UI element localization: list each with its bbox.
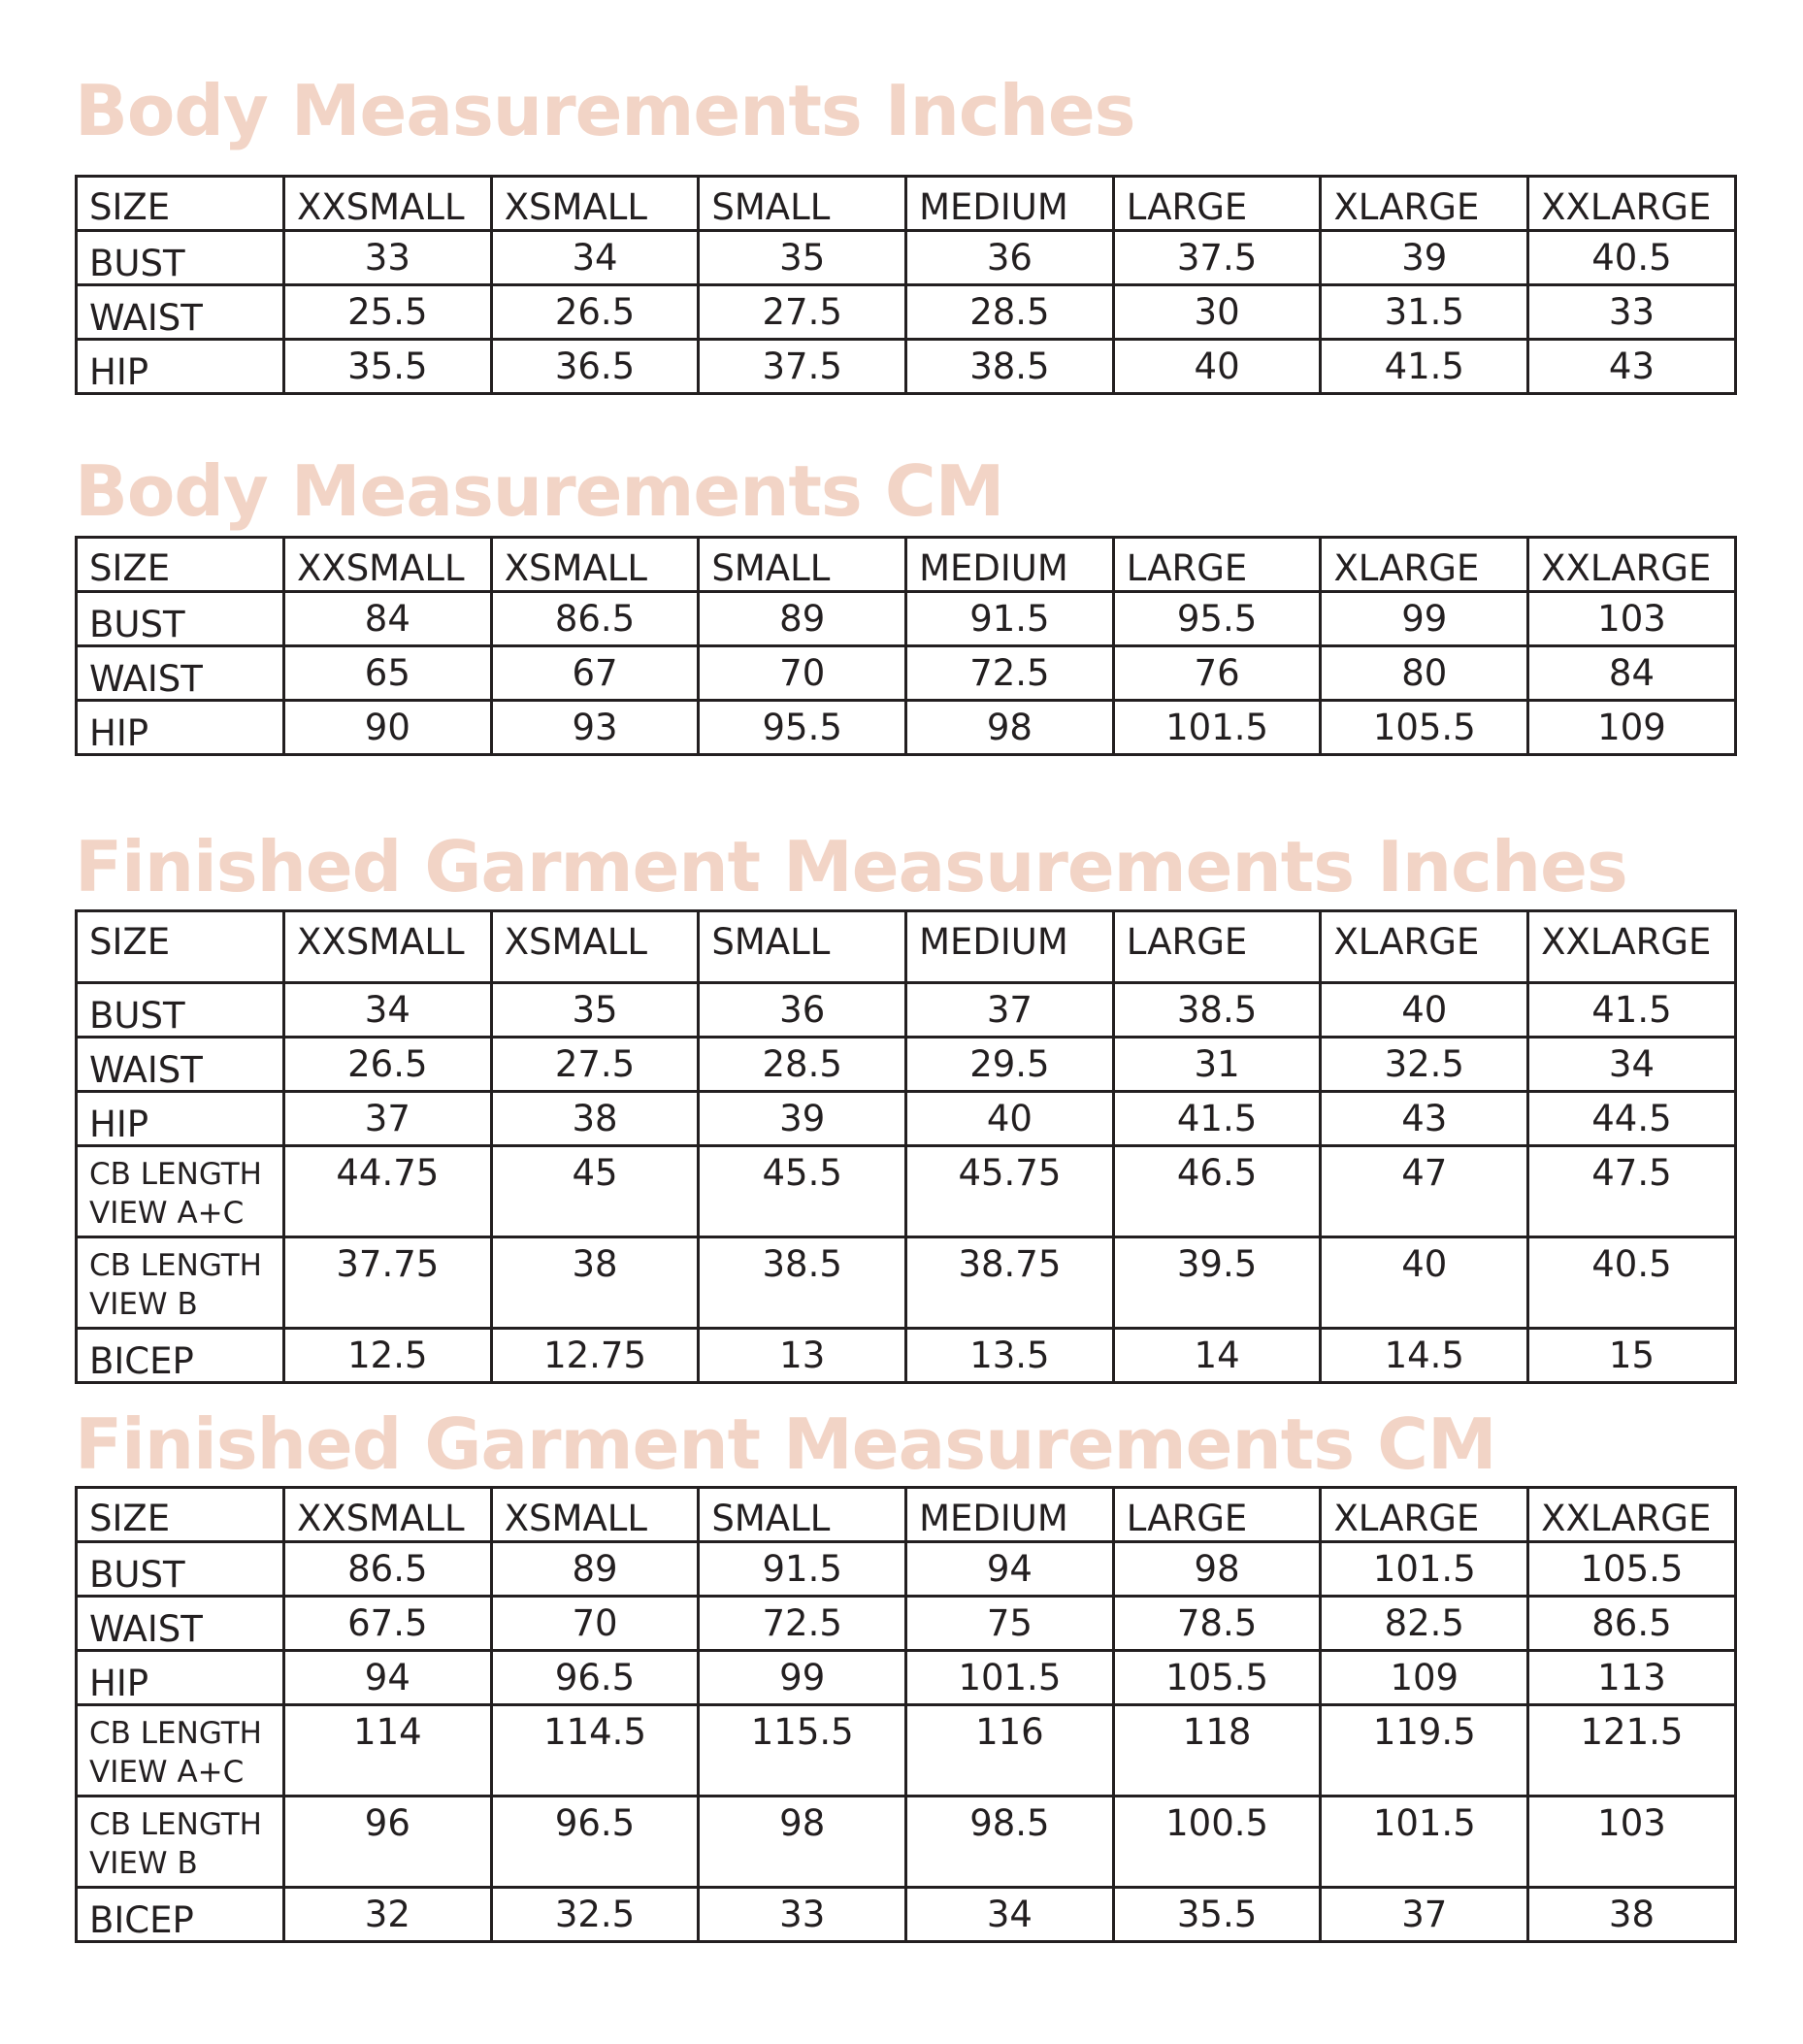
row-label xyxy=(77,1038,284,1092)
measurement-cell: 94 xyxy=(284,1651,492,1705)
row-label-line: BICEP xyxy=(89,1899,194,1941)
measurement-cell: 45.5 xyxy=(699,1146,906,1237)
size-column-header: XSMALL xyxy=(491,177,699,231)
measurement-cell: 37 xyxy=(1321,1888,1528,1942)
measurement-cell: 72.5 xyxy=(699,1597,906,1651)
measurement-cell: 26.5 xyxy=(284,1038,492,1092)
measurement-cell: 109 xyxy=(1321,1651,1528,1705)
measurement-cell: 39.5 xyxy=(1113,1237,1321,1329)
row-label-line: BICEP xyxy=(89,1340,194,1382)
size-column-header: XSMALL xyxy=(491,538,699,592)
measurement-cell: 103 xyxy=(1528,1797,1736,1888)
measurement-cell: 25.5 xyxy=(284,285,492,340)
measurement-cell: 45.75 xyxy=(906,1146,1114,1237)
measurement-cell: 44.5 xyxy=(1528,1092,1736,1146)
size-header-cell: SIZE xyxy=(77,1488,284,1542)
size-column-header: XXSMALL xyxy=(284,911,492,983)
row-label-line: WAIST xyxy=(89,297,203,339)
row-label-line: HIP xyxy=(89,351,149,393)
measurement-cell: 89 xyxy=(491,1542,699,1597)
measurement-cell: 119.5 xyxy=(1321,1705,1528,1797)
measurement-cell: 40.5 xyxy=(1528,231,1736,285)
size-column-header: XLARGE xyxy=(1321,1488,1528,1542)
row-label-line: HIP xyxy=(89,1104,149,1145)
measurement-cell: 36 xyxy=(699,983,906,1038)
measurement-cell: 33 xyxy=(284,231,492,285)
measurement-cell: 109 xyxy=(1528,701,1736,755)
table-row xyxy=(77,983,1736,1038)
measurement-cell: 40 xyxy=(1321,1237,1528,1329)
measurement-cell: 27.5 xyxy=(491,1038,699,1092)
measurement-cell: 37.5 xyxy=(699,340,906,394)
table-row xyxy=(77,701,1736,755)
table-row xyxy=(77,1146,1736,1237)
measurement-cell: 15 xyxy=(1528,1329,1736,1383)
measurement-cell: 93 xyxy=(491,701,699,755)
size-table xyxy=(75,536,1737,756)
measurement-cell: 32 xyxy=(284,1888,492,1942)
table-row xyxy=(77,646,1736,701)
table-header-row xyxy=(77,1488,1736,1542)
row-label xyxy=(77,1146,284,1237)
measurement-cell: 113 xyxy=(1528,1651,1736,1705)
measurement-cell: 70 xyxy=(699,646,906,701)
measurement-cell: 37 xyxy=(906,983,1114,1038)
measurement-cell: 84 xyxy=(284,592,492,646)
measurement-cell: 12.75 xyxy=(491,1329,699,1383)
size-column-header: SMALL xyxy=(699,911,906,983)
row-label xyxy=(77,1329,284,1383)
row-label-line: CB LENGTH xyxy=(89,1716,262,1751)
row-label xyxy=(77,1797,284,1888)
row-label xyxy=(77,285,284,340)
measurement-cell: 37 xyxy=(284,1092,492,1146)
measurement-cell: 13 xyxy=(699,1329,906,1383)
measurement-cell: 38 xyxy=(491,1237,699,1329)
row-label-line: CB LENGTH xyxy=(89,1157,262,1192)
row-label xyxy=(77,340,284,394)
row-label-line: WAIST xyxy=(89,1049,203,1091)
table-row xyxy=(77,592,1736,646)
size-column-header: LARGE xyxy=(1113,538,1321,592)
measurement-cell: 75 xyxy=(906,1597,1114,1651)
measurement-cell: 101.5 xyxy=(1321,1542,1528,1597)
row-label xyxy=(77,646,284,701)
table-row xyxy=(77,1092,1736,1146)
measurement-cell: 91.5 xyxy=(699,1542,906,1597)
measurement-cell: 114.5 xyxy=(491,1705,699,1797)
row-label-line: VIEW A+C xyxy=(89,1196,245,1231)
measurement-cell: 114 xyxy=(284,1705,492,1797)
size-column-header: XSMALL xyxy=(491,1488,699,1542)
measurement-cell: 101.5 xyxy=(1113,701,1321,755)
size-column-header: SMALL xyxy=(699,538,906,592)
table-header-row xyxy=(77,911,1736,983)
size-column-header: XLARGE xyxy=(1321,538,1528,592)
measurement-cell: 89 xyxy=(699,592,906,646)
measurement-cell: 38 xyxy=(1528,1888,1736,1942)
measurement-cell: 28.5 xyxy=(699,1038,906,1092)
measurement-cell: 103 xyxy=(1528,592,1736,646)
measurement-cell: 35.5 xyxy=(284,340,492,394)
table-row xyxy=(77,1038,1736,1092)
measurement-cell: 12.5 xyxy=(284,1329,492,1383)
row-label-line: CB LENGTH xyxy=(89,1807,262,1842)
measurement-cell: 40 xyxy=(1321,983,1528,1038)
measurement-cell: 14.5 xyxy=(1321,1329,1528,1383)
measurement-cell: 38.5 xyxy=(699,1237,906,1329)
measurement-cell: 32.5 xyxy=(491,1888,699,1942)
size-column-header: MEDIUM xyxy=(906,177,1114,231)
measurement-cell: 86.5 xyxy=(1528,1597,1736,1651)
row-label xyxy=(77,1092,284,1146)
measurement-cell: 118 xyxy=(1113,1705,1321,1797)
measurement-cell: 35.5 xyxy=(1113,1888,1321,1942)
section-title: Body Measurements CM xyxy=(75,450,1004,532)
measurement-cell: 47 xyxy=(1321,1146,1528,1237)
size-column-header: LARGE xyxy=(1113,177,1321,231)
measurement-cell: 82.5 xyxy=(1321,1597,1528,1651)
measurement-cell: 101.5 xyxy=(906,1651,1114,1705)
table-row xyxy=(77,1329,1736,1383)
section-title: Body Measurements Inches xyxy=(75,70,1135,151)
measurement-cell: 37.5 xyxy=(1113,231,1321,285)
row-label-line: BUST xyxy=(89,1554,185,1596)
measurement-cell: 31.5 xyxy=(1321,285,1528,340)
size-column-header: XXLARGE xyxy=(1528,177,1736,231)
table-row xyxy=(77,1888,1736,1942)
measurement-cell: 99 xyxy=(1321,592,1528,646)
table-header-row xyxy=(77,538,1736,592)
measurement-cell: 31 xyxy=(1113,1038,1321,1092)
measurement-cell: 29.5 xyxy=(906,1038,1114,1092)
row-label xyxy=(77,1888,284,1942)
row-label xyxy=(77,983,284,1038)
measurement-cell: 86.5 xyxy=(284,1542,492,1597)
measurement-cell: 98 xyxy=(1113,1542,1321,1597)
measurement-cell: 67 xyxy=(491,646,699,701)
table-row xyxy=(77,1597,1736,1651)
measurement-cell: 98 xyxy=(699,1797,906,1888)
measurement-cell: 34 xyxy=(906,1888,1114,1942)
size-column-header: XXLARGE xyxy=(1528,1488,1736,1542)
measurement-cell: 99 xyxy=(699,1651,906,1705)
measurement-cell: 46.5 xyxy=(1113,1146,1321,1237)
measurement-cell: 86.5 xyxy=(491,592,699,646)
row-label-line: BUST xyxy=(89,995,185,1037)
measurement-cell: 41.5 xyxy=(1321,340,1528,394)
measurement-cell: 39 xyxy=(699,1092,906,1146)
measurement-cell: 100.5 xyxy=(1113,1797,1321,1888)
section-title: Finished Garment Measurements Inches xyxy=(75,826,1627,907)
size-column-header: XLARGE xyxy=(1321,911,1528,983)
table-row xyxy=(77,1797,1736,1888)
size-column-header: XXSMALL xyxy=(284,177,492,231)
measurement-cell: 13.5 xyxy=(906,1329,1114,1383)
measurement-cell: 65 xyxy=(284,646,492,701)
row-label-line: HIP xyxy=(89,712,149,754)
row-label-line: WAIST xyxy=(89,1608,203,1650)
measurement-cell: 27.5 xyxy=(699,285,906,340)
measurement-cell: 40 xyxy=(1113,340,1321,394)
measurement-cell: 94 xyxy=(906,1542,1114,1597)
measurement-cell: 105.5 xyxy=(1528,1542,1736,1597)
measurement-cell: 78.5 xyxy=(1113,1597,1321,1651)
measurement-cell: 35 xyxy=(491,983,699,1038)
measurement-cell: 39 xyxy=(1321,231,1528,285)
row-label xyxy=(77,701,284,755)
table-row xyxy=(77,1237,1736,1329)
size-header-cell: SIZE xyxy=(77,911,284,983)
size-column-header: MEDIUM xyxy=(906,911,1114,983)
measurement-cell: 35 xyxy=(699,231,906,285)
measurement-cell: 95.5 xyxy=(699,701,906,755)
section-title: Finished Garment Measurements CM xyxy=(75,1403,1496,1485)
table-header-row xyxy=(77,177,1736,231)
measurement-cell: 70 xyxy=(491,1597,699,1651)
measurement-cell: 67.5 xyxy=(284,1597,492,1651)
measurement-cell: 43 xyxy=(1321,1092,1528,1146)
row-label xyxy=(77,1597,284,1651)
measurement-cell: 47.5 xyxy=(1528,1146,1736,1237)
size-column-header: XXSMALL xyxy=(284,1488,492,1542)
measurement-cell: 34 xyxy=(1528,1038,1736,1092)
measurement-cell: 72.5 xyxy=(906,646,1114,701)
measurement-cell: 90 xyxy=(284,701,492,755)
measurement-cell: 33 xyxy=(699,1888,906,1942)
measurement-cell: 41.5 xyxy=(1528,983,1736,1038)
size-table xyxy=(75,175,1737,395)
row-label xyxy=(77,231,284,285)
measurement-cell: 38.5 xyxy=(906,340,1114,394)
measurement-cell: 95.5 xyxy=(1113,592,1321,646)
row-label-line: VIEW A+C xyxy=(89,1755,245,1790)
row-label-line: WAIST xyxy=(89,658,203,700)
table-row xyxy=(77,1705,1736,1797)
size-table xyxy=(75,909,1737,1384)
measurement-cell: 45 xyxy=(491,1146,699,1237)
row-label xyxy=(77,592,284,646)
measurement-cell: 96.5 xyxy=(491,1797,699,1888)
measurement-cell: 115.5 xyxy=(699,1705,906,1797)
measurement-cell: 37.75 xyxy=(284,1237,492,1329)
size-column-header: XSMALL xyxy=(491,911,699,983)
row-label-line: CB LENGTH xyxy=(89,1248,262,1283)
measurement-cell: 84 xyxy=(1528,646,1736,701)
row-label-line: VIEW B xyxy=(89,1846,198,1881)
size-column-header: LARGE xyxy=(1113,911,1321,983)
row-label xyxy=(77,1542,284,1597)
row-label-line: BUST xyxy=(89,604,185,645)
size-column-header: XXLARGE xyxy=(1528,538,1736,592)
measurement-cell: 26.5 xyxy=(491,285,699,340)
size-column-header: SMALL xyxy=(699,177,906,231)
size-header-cell: SIZE xyxy=(77,177,284,231)
measurement-cell: 76 xyxy=(1113,646,1321,701)
measurement-cell: 98.5 xyxy=(906,1797,1114,1888)
size-table xyxy=(75,1486,1737,1943)
measurement-cell: 116 xyxy=(906,1705,1114,1797)
measurement-cell: 91.5 xyxy=(906,592,1114,646)
measurement-cell: 96.5 xyxy=(491,1651,699,1705)
measurement-cell: 36 xyxy=(906,231,1114,285)
size-column-header: XLARGE xyxy=(1321,177,1528,231)
measurement-cell: 34 xyxy=(284,983,492,1038)
table-row xyxy=(77,285,1736,340)
measurement-cell: 105.5 xyxy=(1113,1651,1321,1705)
size-column-header: SMALL xyxy=(699,1488,906,1542)
row-label-line: BUST xyxy=(89,243,185,284)
measurement-cell: 96 xyxy=(284,1797,492,1888)
size-column-header: MEDIUM xyxy=(906,1488,1114,1542)
measurement-cell: 38.5 xyxy=(1113,983,1321,1038)
row-label-line: HIP xyxy=(89,1663,149,1704)
size-header-cell: SIZE xyxy=(77,538,284,592)
measurement-cell: 105.5 xyxy=(1321,701,1528,755)
size-column-header: LARGE xyxy=(1113,1488,1321,1542)
measurement-cell: 33 xyxy=(1528,285,1736,340)
size-column-header: MEDIUM xyxy=(906,538,1114,592)
row-label xyxy=(77,1651,284,1705)
measurement-cell: 30 xyxy=(1113,285,1321,340)
measurement-cell: 40.5 xyxy=(1528,1237,1736,1329)
row-label xyxy=(77,1705,284,1797)
measurement-cell: 38.75 xyxy=(906,1237,1114,1329)
measurement-cell: 101.5 xyxy=(1321,1797,1528,1888)
measurement-cell: 36.5 xyxy=(491,340,699,394)
measurement-cell: 40 xyxy=(906,1092,1114,1146)
measurement-cell: 121.5 xyxy=(1528,1705,1736,1797)
table-row xyxy=(77,231,1736,285)
table-row xyxy=(77,1542,1736,1597)
table-row xyxy=(77,1651,1736,1705)
measurement-cell: 44.75 xyxy=(284,1146,492,1237)
measurement-cell: 32.5 xyxy=(1321,1038,1528,1092)
size-column-header: XXLARGE xyxy=(1528,911,1736,983)
measurement-cell: 80 xyxy=(1321,646,1528,701)
measurement-cell: 38 xyxy=(491,1092,699,1146)
measurement-cell: 41.5 xyxy=(1113,1092,1321,1146)
measurement-cell: 14 xyxy=(1113,1329,1321,1383)
measurement-cell: 43 xyxy=(1528,340,1736,394)
measurement-cell: 28.5 xyxy=(906,285,1114,340)
row-label xyxy=(77,1237,284,1329)
row-label-line: VIEW B xyxy=(89,1287,198,1322)
table-row xyxy=(77,340,1736,394)
measurement-cell: 98 xyxy=(906,701,1114,755)
size-column-header: XXSMALL xyxy=(284,538,492,592)
measurement-cell: 34 xyxy=(491,231,699,285)
